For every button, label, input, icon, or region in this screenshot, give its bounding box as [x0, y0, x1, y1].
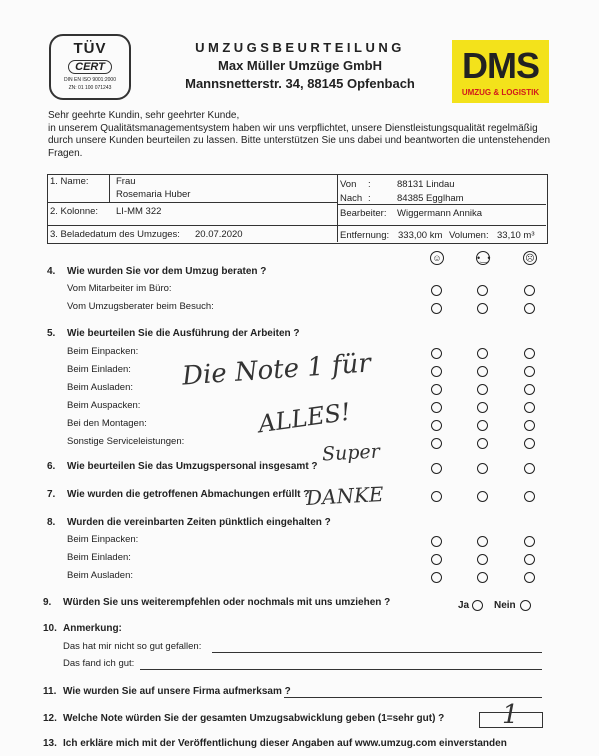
- q10-number: 10.: [43, 623, 57, 634]
- rating-radio[interactable]: [477, 303, 488, 314]
- q6-number: 6.: [47, 461, 56, 472]
- rating-radio[interactable]: [477, 285, 488, 296]
- date-value: 20.07.2020: [195, 229, 243, 240]
- q5-item: Bei den Montagen:: [67, 418, 147, 429]
- rating-radio[interactable]: [431, 384, 442, 395]
- q6-text: Wie beurteilen Sie das Umzugspersonal insgesamt ?: [67, 461, 318, 472]
- rating-radio[interactable]: [524, 491, 535, 502]
- neutral-icon: •‿•: [477, 253, 491, 263]
- intro-text: [48, 110, 558, 160]
- rating-radio[interactable]: [431, 554, 442, 565]
- rating-radio[interactable]: [524, 554, 535, 565]
- q5-item: Beim Einpacken:: [67, 346, 139, 357]
- rating-radio[interactable]: [477, 348, 488, 359]
- rating-radio[interactable]: [431, 572, 442, 583]
- table-line: [47, 225, 546, 226]
- q8-item: Beim Ausladen:: [67, 570, 134, 581]
- rating-radio[interactable]: [431, 285, 442, 296]
- q4-number: 4.: [47, 266, 56, 277]
- volume-label: Volumen:: [449, 230, 489, 241]
- dms-logo-text: DMS: [462, 45, 539, 86]
- q11-number: 11.: [43, 686, 57, 697]
- company-address: Mannsnetterstr. 34, 88145 Opfenbach: [185, 76, 415, 91]
- dms-logo: [452, 40, 549, 103]
- handwritten-note: ALLES!: [256, 397, 353, 439]
- q10-item: Das fand ich gut:: [63, 658, 135, 669]
- handwritten-note: Super: [321, 440, 381, 466]
- q12-text: Welche Note würden Sie der gesamten Umzugsabwicklung geben (1=sehr gut) ?: [63, 713, 445, 724]
- q7-text: Wie wurden die getroffenen Abmachungen erfüllt ?: [67, 489, 310, 500]
- q5-item: Sonstige Serviceleistungen:: [67, 436, 185, 447]
- team-label: 2. Kolonne:: [50, 206, 99, 217]
- yes-radio[interactable]: [472, 600, 483, 611]
- rating-radio[interactable]: [524, 572, 535, 583]
- volume-value: 33,10 m³: [497, 230, 535, 241]
- grade-answer: 1: [502, 700, 519, 730]
- document-title: UMZUGSBEURTEILUNG: [195, 40, 405, 55]
- q5-item: Beim Ausladen:: [67, 382, 134, 393]
- answer-line[interactable]: [212, 652, 542, 653]
- rating-radio[interactable]: [477, 384, 488, 395]
- q8-item: Beim Einpacken:: [67, 534, 139, 545]
- rating-radio[interactable]: [431, 491, 442, 502]
- to-colon: :: [368, 193, 371, 204]
- answer-line[interactable]: [284, 697, 542, 698]
- rating-radio[interactable]: [477, 554, 488, 565]
- rating-radio[interactable]: [477, 463, 488, 474]
- q4-text: Wie wurden Sie vor dem Umzug beraten ?: [67, 266, 267, 277]
- q7-number: 7.: [47, 489, 56, 500]
- rating-radio[interactable]: [477, 491, 488, 502]
- table-line: [337, 204, 546, 205]
- rating-radio[interactable]: [477, 402, 488, 413]
- from-label: Von: [340, 179, 357, 190]
- frown-icon: ☹: [523, 251, 537, 265]
- tuv-number-text: ZN: 01 100 071243: [68, 85, 112, 91]
- q5-item: Beim Auspacken:: [67, 400, 141, 411]
- rating-radio[interactable]: [524, 303, 535, 314]
- dms-tagline: UMZUG & LOGISTIK: [461, 88, 540, 97]
- name-value: Rosemaria Huber: [116, 189, 191, 200]
- q5-text: Wie beurteilen Sie die Ausführung der Arbeiten ?: [67, 328, 300, 339]
- answer-line[interactable]: [140, 669, 542, 670]
- tuv-cert-text: CERT: [68, 60, 112, 74]
- q10-item: Das hat mir nicht so gut gefallen:: [63, 641, 202, 652]
- rating-radio[interactable]: [524, 348, 535, 359]
- rating-radio[interactable]: [524, 463, 535, 474]
- q13-text: Ich erkläre mich mit der Veröffentlichung dieser Angaben auf www.umzug.com einverstanden: [63, 738, 507, 749]
- tuv-logo-text: TÜV: [73, 40, 107, 57]
- rating-radio[interactable]: [431, 348, 442, 359]
- smile-icon: ☺: [430, 251, 444, 265]
- rating-radio[interactable]: [477, 572, 488, 583]
- rating-radio[interactable]: [524, 420, 535, 431]
- editor-value: Wiggermann Annika: [397, 208, 483, 219]
- rating-radio[interactable]: [524, 384, 535, 395]
- rating-radio[interactable]: [431, 402, 442, 413]
- rating-radio[interactable]: [431, 420, 442, 431]
- no-label: Nein: [494, 600, 516, 611]
- date-label: 3. Beladedatum des Umzuges:: [50, 229, 180, 240]
- table-line: [47, 202, 337, 203]
- q4-item: Vom Mitarbeiter im Büro:: [67, 283, 172, 294]
- rating-radio[interactable]: [524, 536, 535, 547]
- handwritten-note: Die Note 1 für: [181, 348, 372, 392]
- q5-item: Beim Einladen:: [67, 364, 131, 375]
- greeting: Sehr geehrte Kundin, sehr geehrter Kunde,: [48, 110, 240, 121]
- from-colon: :: [368, 179, 371, 190]
- q10-text: Anmerkung:: [63, 623, 122, 634]
- distance-value: 333,00 km: [398, 230, 443, 241]
- rating-radio[interactable]: [431, 536, 442, 547]
- q9-number: 9.: [43, 597, 52, 608]
- rating-radio[interactable]: [477, 420, 488, 431]
- yes-label: Ja: [458, 600, 470, 611]
- rating-radio[interactable]: [524, 285, 535, 296]
- document-title-block: [140, 40, 460, 91]
- from-value: 88131 Lindau: [397, 179, 455, 190]
- q9-text: Würden Sie uns weiterempfehlen oder nochmals mit uns umziehen ?: [63, 597, 391, 608]
- table-divider: [109, 174, 110, 202]
- no-radio[interactable]: [520, 600, 531, 611]
- name-label: 1. Name:: [50, 176, 89, 187]
- intro-paragraph: in unserem Qualitätsmanagementsystem haben wir uns verpflichtet, unsere Dienstleistungsqualität regelmäßig durch unsere Kunden beurteilen zu lassen. Bitte unterstützen Sie uns dabei und beantworten die untenstehenden Fragen.: [48, 122, 551, 159]
- rating-radio[interactable]: [431, 463, 442, 474]
- company-name: Max Müller Umzüge GmbH: [218, 58, 382, 73]
- q4-item: Vom Umzugsberater beim Besuch:: [67, 301, 214, 312]
- rating-radio[interactable]: [431, 366, 442, 377]
- rating-radio[interactable]: [477, 438, 488, 449]
- team-value: LI-MM 322: [116, 206, 162, 217]
- handwritten-note: DANKE: [305, 481, 385, 511]
- editor-label: Bearbeiter:: [340, 208, 387, 219]
- distance-label: Entfernung:: [340, 230, 390, 241]
- q5-number: 5.: [47, 328, 56, 339]
- q8-text: Wurden die vereinbarten Zeiten pünktlich eingehalten ?: [67, 517, 331, 528]
- tuv-norm-text: DIN EN ISO 9001:2000: [64, 77, 116, 83]
- tuv-cert-logo: [49, 34, 131, 100]
- name-salutation: Frau: [116, 176, 136, 187]
- rating-radio[interactable]: [431, 438, 442, 449]
- q11-text: Wie wurden Sie auf unsere Firma aufmerksam ?: [63, 686, 291, 697]
- rating-radio[interactable]: [431, 303, 442, 314]
- rating-radio[interactable]: [477, 366, 488, 377]
- q13-number: 13.: [43, 738, 57, 749]
- rating-radio[interactable]: [477, 536, 488, 547]
- table-divider: [337, 174, 338, 242]
- to-label: Nach: [340, 193, 363, 204]
- q8-item: Beim Einladen:: [67, 552, 131, 563]
- q12-number: 12.: [43, 713, 57, 724]
- rating-radio[interactable]: [524, 366, 535, 377]
- rating-radio[interactable]: [524, 402, 535, 413]
- rating-radio[interactable]: [524, 438, 535, 449]
- to-value: 84385 Egglham: [397, 193, 464, 204]
- q8-number: 8.: [47, 517, 56, 528]
